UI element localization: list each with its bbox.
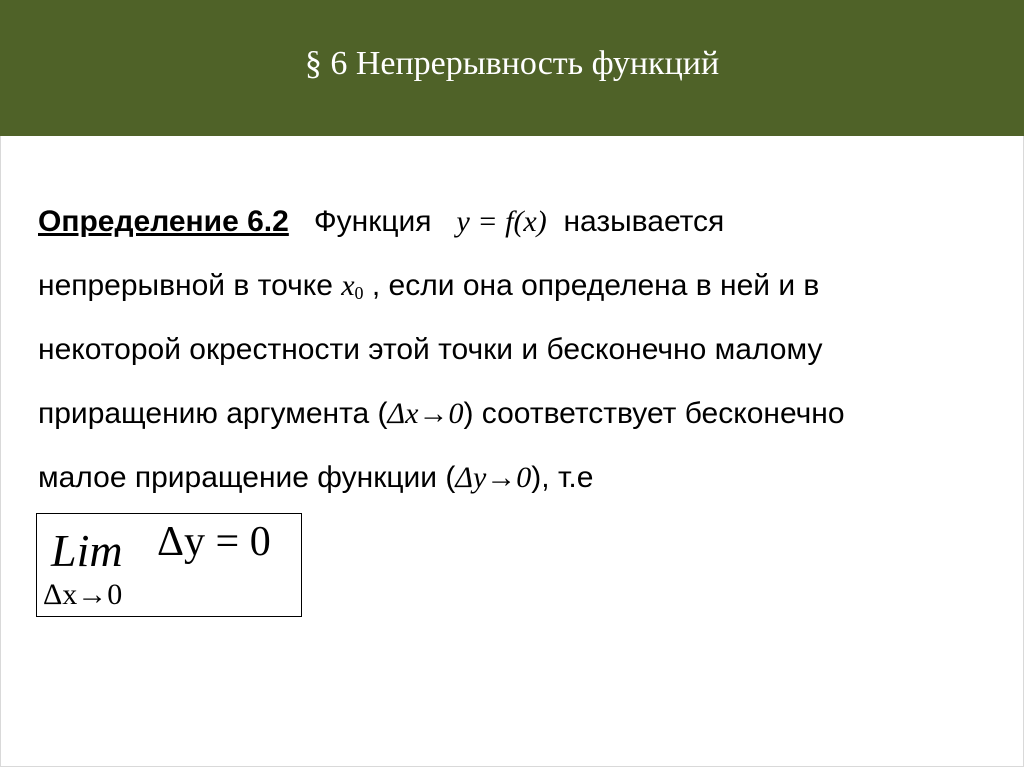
- line1-text-a: Функция: [313, 205, 432, 238]
- line2-text-a: непрерывной в точке: [38, 269, 333, 302]
- definition-text: [38, 190, 998, 510]
- function-increment-formula: Δy→0: [455, 461, 532, 494]
- line5-text-a: малое приращение функции (: [38, 461, 456, 494]
- function-formula: y = f(x): [456, 205, 547, 238]
- line5-text-b: ), т.е: [531, 461, 594, 494]
- limit-formula-box: [36, 513, 302, 617]
- line4-text-b: ) соответствует бесконечно: [463, 397, 845, 430]
- limit-expression: Δy = 0: [157, 519, 271, 565]
- limit-condition: Δx→0: [43, 578, 123, 611]
- line4-text-a: приращению аргумента (: [38, 397, 388, 430]
- definition-line-3: некоторой окрестности этой точки и бесконечно малому: [38, 333, 823, 366]
- argument-increment-formula: Δx→0: [387, 397, 464, 430]
- limit-symbol: Lim: [51, 525, 123, 576]
- definition-line-5: [38, 446, 998, 510]
- title-bar: [0, 0, 1024, 136]
- line1-text-b: называется: [563, 205, 725, 238]
- line2-text-b: , если она определена в ней и в: [371, 269, 820, 302]
- point-variable: x: [341, 269, 355, 302]
- definition-line-4: [38, 382, 998, 446]
- slide-title: § 6 Непрерывность функций: [304, 45, 720, 82]
- definition-line-1: [38, 190, 998, 254]
- point-subscript: 0: [354, 283, 364, 303]
- definition-label: Определение 6.2: [38, 205, 289, 238]
- definition-line-2: [38, 254, 998, 318]
